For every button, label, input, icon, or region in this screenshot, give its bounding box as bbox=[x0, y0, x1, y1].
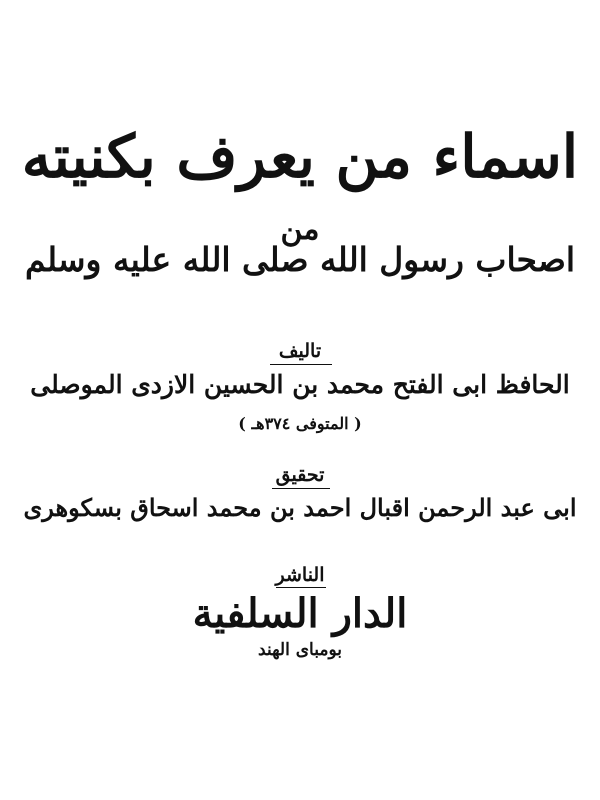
publisher-label: الناشر bbox=[275, 564, 325, 586]
editor-name: ابى عبد الرحمن اقبال احمد بن محمد اسحاق بسكوهرى bbox=[23, 493, 577, 522]
book-title: اسماء من يعرف بكنيته bbox=[21, 122, 579, 191]
author-label-underline bbox=[270, 364, 332, 365]
publisher-city: بومباى الهند bbox=[258, 640, 342, 660]
book-title-connector: من bbox=[280, 212, 320, 247]
author-name: الحافظ ابى الفتح محمد بن الحسين الازدى الموصلى bbox=[30, 370, 570, 399]
editor-label-underline bbox=[272, 488, 330, 489]
author-label: تاليف bbox=[278, 340, 322, 362]
book-title-continuation: اصحاب رسول الله صلى الله عليه وسلم bbox=[24, 240, 576, 279]
publisher-name: الدار السلفية bbox=[192, 590, 408, 637]
editor-label: تحقيق bbox=[275, 464, 325, 486]
author-death-year: ( المتوفى ٣٧٤هـ ) bbox=[238, 414, 362, 433]
publisher-label-underline bbox=[276, 587, 326, 588]
